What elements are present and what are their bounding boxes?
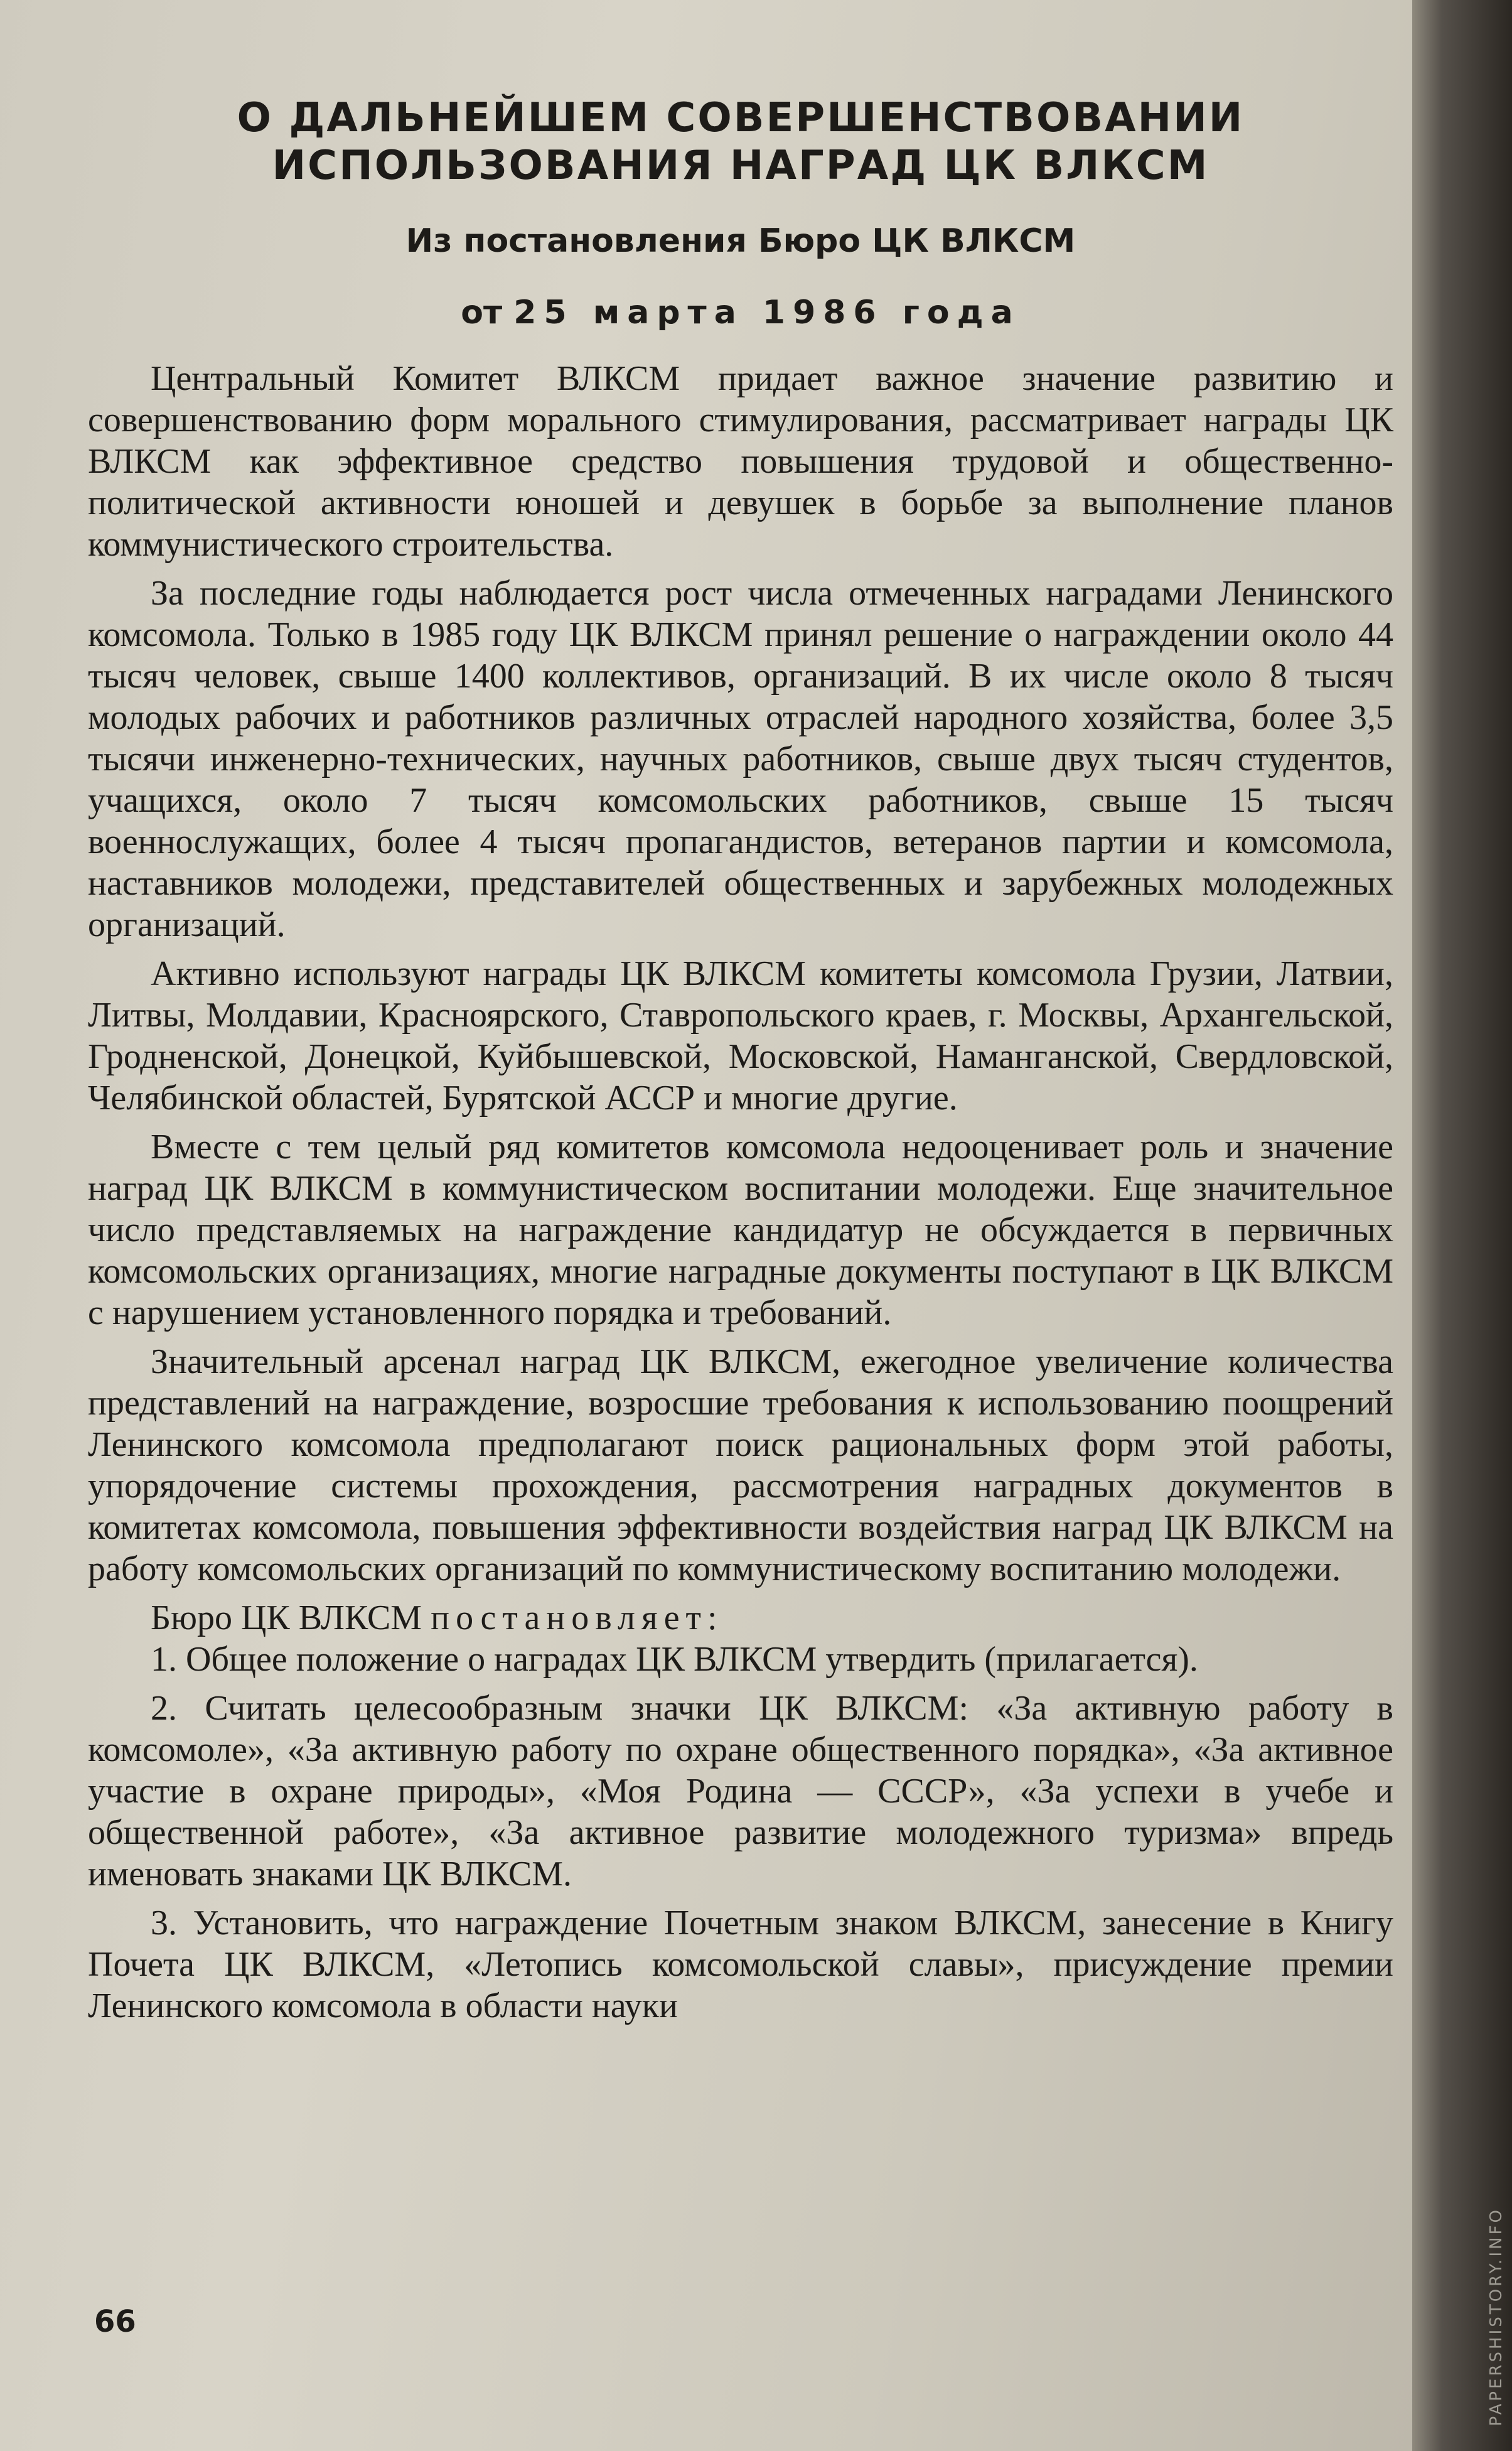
paragraph-4: Вместе с тем целый ряд комитетов комсомола недооценивает роль и значение наград ЦК ВЛКСМ в коммунистическом воспитании молодежи. Еще значительное число представляемых на награждение кандидатур не обсуждается в первичных комсомольских организациях, многие наградные документы поступают в ЦК ВЛКСМ с нарушением установленного порядка и требований. bbox=[88, 1128, 1393, 1332]
paragraph-1: Центральный Комитет ВЛКСМ придает важное значение развитию и совершенствованию форм морального стимулирования, рассматривает награды ЦК ВЛКСМ как эффективное средство повышения трудовой и общественно-политической активности юношей и девушек в борьбе за выполнение планов коммунистического строительства. bbox=[88, 359, 1393, 564]
resolution-date bbox=[88, 293, 1393, 333]
book-spine-shadow bbox=[1412, 0, 1512, 2451]
page-number: 66 bbox=[94, 2304, 136, 2339]
document-title: О ДАЛЬНЕЙШЕМ СОВЕРШЕНСТВОВАНИИ ИСПОЛЬЗОВАНИЯ НАГРАД ЦК ВЛКСМ bbox=[237, 95, 1245, 189]
date-value: 25 марта 1986 года bbox=[513, 294, 1021, 331]
date-prefix: от bbox=[461, 294, 503, 331]
page-content bbox=[88, 94, 1393, 2034]
paragraph-3: Активно используют награды ЦК ВЛКСМ комитеты комсомола Грузии, Латвии, Литвы, Молдавии, Красноярского, Ставропольского краев, г. Москвы, Архангельской, Гродненской, Донецкой, Куйбышевской, Московской, Наманганской, Свердловской, Челябинской областей, Бурятской АССР и многие другие. bbox=[88, 954, 1393, 1118]
point-2: 2. Считать целесообразным значки ЦК ВЛКСМ: «За активную работу в комсомоле», «За активную работу по охране общественного порядка», «За активное участие в охране природы», «Моя Родина — СССР», «За успехи в учебе и общественной работе», «За активное развитие молодежного туризма» впредь именовать знаками ЦК ВЛКСМ. bbox=[88, 1689, 1393, 1893]
resolution-body: Бюро ЦК ВЛКСМ bbox=[151, 1598, 422, 1637]
watermark: PAPERSHISTORY.INFO bbox=[1487, 2207, 1506, 2426]
resolution-verb: постановляет: bbox=[431, 1598, 724, 1637]
resolution-intro bbox=[88, 1597, 1393, 1639]
paragraph-2: За последние годы наблюдается рост числа отмеченных наградами Ленинского комсомола. Только в 1985 году ЦК ВЛКСМ принял решение о награждении около 44 тысяч человек, свыше 1400 коллективов, организаций. В их числе около 8 тысяч молодых рабочих и работников различных отраслей народного хозяйства, более 3,5 тысячи инженерно-технических, научных работников, свыше двух тысяч студентов, учащихся, около 7 тысяч комсомольских работников, свыше 15 тысяч военнослужащих, более 4 тысяч пропагандистов, ветеранов партии и комсомола, наставников молодежи, представителей общественных и зарубежных молодежных организаций. bbox=[88, 574, 1393, 944]
document-subtitle: Из постановления Бюро ЦК ВЛКСМ bbox=[405, 222, 1076, 260]
point-1: 1. Общее положение о наградах ЦК ВЛКСМ утвердить (прилагается). bbox=[151, 1640, 1198, 1679]
paragraph-5: Значительный арсенал наград ЦК ВЛКСМ, ежегодное увеличение количества представлений на награждение, возросшие требования к использованию поощрений Ленинского комсомола предполагают поиск рациональных форм этой работы, упорядочение системы прохождения, рассмотрения наградных документов в комитетах комсомола, повышения эффективности воздействия наград ЦК ВЛКСМ на работу комсомольских организаций по коммунистическому воспитанию молодежи. bbox=[88, 1342, 1393, 1588]
point-3: 3. Установить, что награждение Почетным знаком ВЛКСМ, занесение в Книгу Почета ЦК ВЛКСМ, «Летопись комсомольской славы», присуждение премии Ленинского комсомола в области науки bbox=[88, 1904, 1393, 2025]
